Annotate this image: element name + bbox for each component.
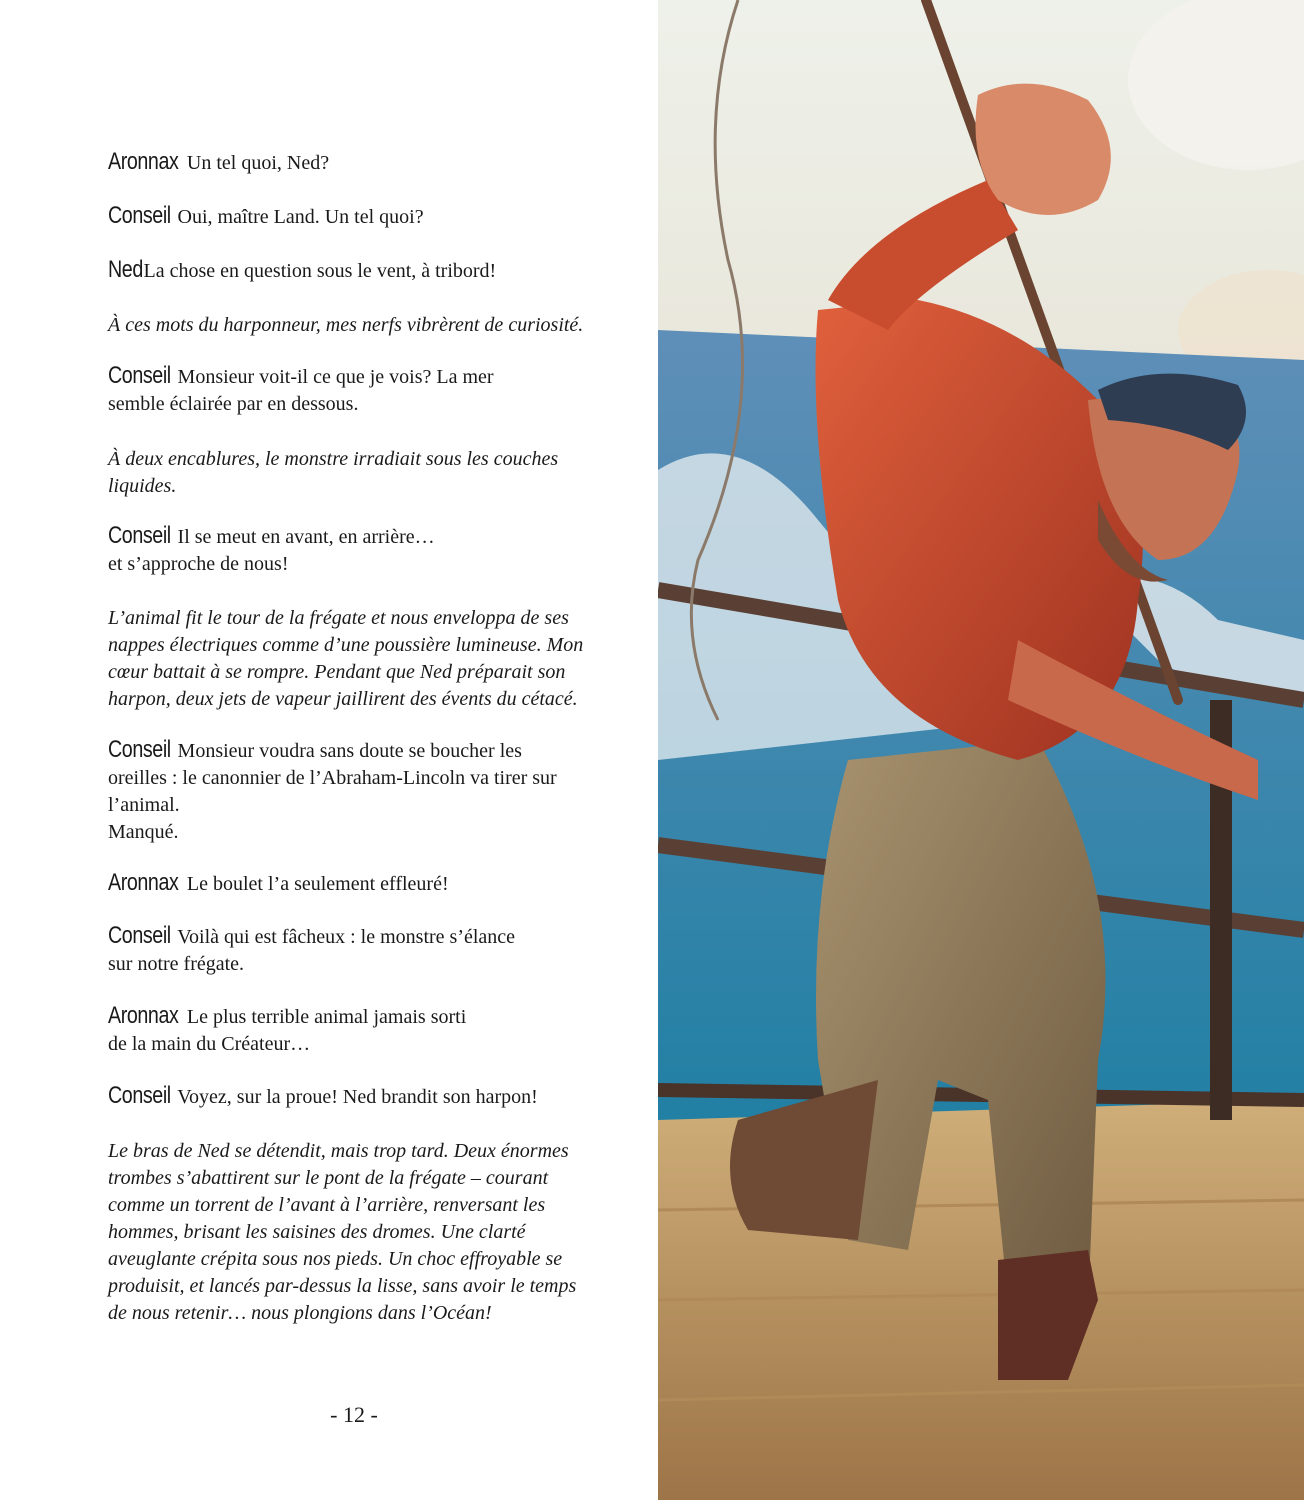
narration-line: L’animal fit le tour de la frégate et nous enveloppa de ses [108,607,569,629]
speaker-name: Aronnax [108,869,179,896]
speaker-name: Aronnax [108,148,179,175]
narration-line: de nous retenir… nous plongions dans l’Océan! [108,1302,492,1324]
dialogue-entry [108,362,608,418]
dialogue-text: et s’approche de nous! [108,553,289,575]
narration-paragraph [108,605,608,713]
dialogue-entry [108,736,608,846]
speaker-name: Aronnax [108,1002,179,1029]
speaker-name: Conseil [108,522,171,549]
narration-line: liquides. [108,475,177,497]
dialogue-text: Voyez, sur la proue! Ned brandit son harpon! [177,1086,538,1108]
dialogue-text: Manqué. [108,821,179,843]
dialogue-entry [108,148,608,177]
narration-line: aveuglante crépita sous nos pieds. Un choc effroyable se [108,1248,563,1270]
illustration-harpooner [658,0,1304,1500]
narration-paragraph [108,1138,608,1327]
dialogue-text: Voilà qui est fâcheux : le monstre s’élance [177,926,516,948]
dialogue-text: de la main du Créateur… [108,1033,311,1055]
page-number: - 12 - [330,1402,378,1427]
narration-line: Le bras de Ned se détendit, mais trop tard. Deux énormes [108,1140,569,1162]
speaker-name: Conseil [108,362,171,389]
narration-line: trombes s’abattirent sur le pont de la frégate – courant [108,1167,549,1189]
speaker-name: Conseil [108,736,171,763]
dialogue-entry [108,1082,608,1111]
dialogue-text: sur notre frégate. [108,953,245,975]
narration-line: À ces mots du harponneur, mes nerfs vibrèrent de curiosité. [108,314,584,336]
narration-paragraph [108,312,608,339]
dialogue-text: Monsieur voit-il ce que je vois? La mer [177,366,494,388]
dialogue-entry [108,1002,608,1058]
dialogue-entry [108,522,608,578]
narration-line: hommes, brisant les saisines des dromes. Une clarté [108,1221,526,1243]
dialogue-text: La chose en question sous le vent, à tribord! [143,260,497,282]
speaker-name: Conseil [108,1082,171,1109]
narration-line: comme un torrent de l’avant à l’arrière, renversant les [108,1194,546,1216]
dialogue-text: l’animal. [108,794,180,816]
dialogue-entry [108,869,608,898]
narration-line: produisit, et lancés par-dessus la lisse, sans avoir le temps [108,1275,577,1297]
dialogue-text: oreilles : le canonnier de l’Abraham-Lincoln va tirer sur [108,767,557,789]
dialogue-text: Monsieur voudra sans doute se boucher les [177,740,522,762]
narration-line: cœur battait à se rompre. Pendant que Ned préparait son [108,661,566,683]
speaker-name: Conseil [108,202,171,229]
sailor-fist [976,84,1111,215]
dialogue-text: Le boulet l’a seulement effleuré! [186,873,449,895]
illustration-canvas [658,0,1304,1500]
dialogue-entry [108,256,608,285]
speaker-name: Conseil [108,922,171,949]
narration-line: harpon, deux jets de vapeur jaillirent des évents du cétacé. [108,688,578,710]
narration-paragraph [108,446,608,500]
dialogue-entry [108,922,608,978]
dialogue-entry [108,202,608,231]
dialogue-text: Un tel quoi, Ned? [186,152,330,174]
dialogue-text: Le plus terrible animal jamais sorti [186,1006,467,1028]
narration-line: nappes électriques comme d’une poussière lumineuse. Mon [108,634,584,656]
dialogue-text: semble éclairée par en dessous. [108,393,359,415]
speaker-name: Ned [108,256,143,283]
dialogue-text: Oui, maître Land. Un tel quoi? [177,206,424,228]
dialogue-text: Il se meut en avant, en arrière… [177,526,435,548]
narration-line: À deux encablures, le monstre irradiait sous les couches [108,448,559,470]
